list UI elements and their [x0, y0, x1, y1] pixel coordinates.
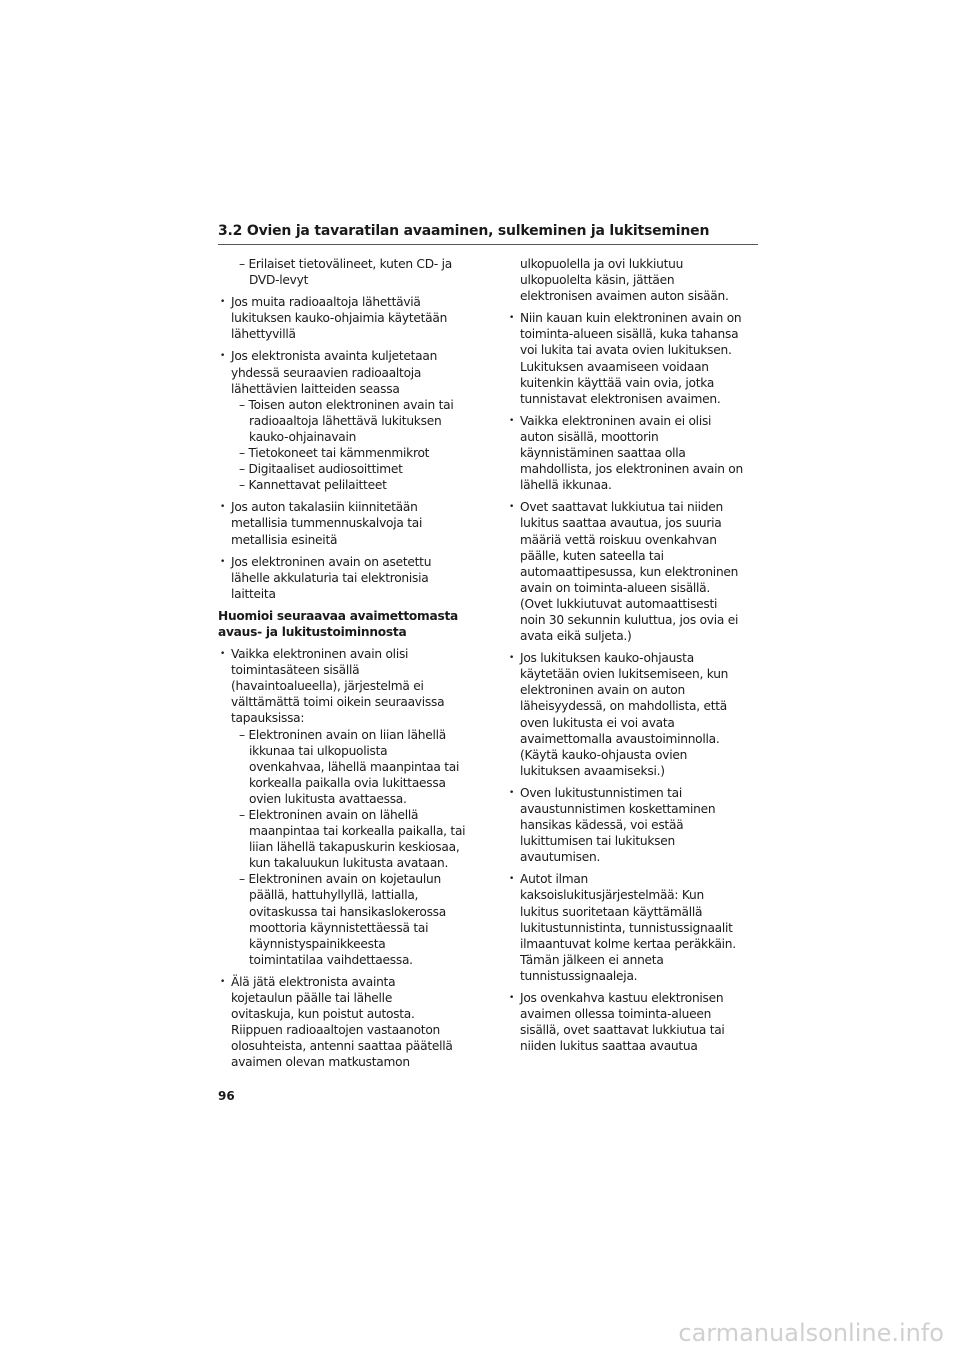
dash-item-line: – Digitaaliset audiosoittimet: [239, 462, 403, 477]
dash-item-line: kauko-ohjainavain: [249, 429, 357, 444]
text-line: olosuhteista, antenni saattaa päätellä: [231, 1039, 453, 1054]
bullet-line: • Autot ilman: [507, 871, 763, 887]
bullet-line: • Oven lukitustunnistimen tai: [507, 785, 763, 801]
text-line: tunnistussignaaleja.: [520, 968, 638, 983]
text-line: lukitus saattaa avautua, jos suuria: [520, 516, 722, 531]
text-line: tapauksissa:: [231, 711, 305, 726]
text-line: avaimettomalla avaustoiminnolla.: [520, 731, 720, 746]
text-line: lähettyvillä: [231, 327, 296, 342]
dash-item-line: – Tietokoneet tai kämmenmikrot: [239, 446, 430, 461]
text-line: toiminta-alueen sisällä, kuka tahansa: [520, 327, 739, 342]
bullet-line: • Ovet saattavat lukkiutua tai niiden: [507, 499, 763, 515]
dash-item-line: – Elektroninen avain on liian lähellä: [239, 727, 447, 742]
text-line: lukituksen kauko-ohjaimia käytetään: [231, 311, 448, 326]
text-line: lähettävien laitteiden seassa: [231, 381, 400, 396]
dash-item-line: liian lähellä takapuskurin keskiosaa,: [249, 840, 460, 855]
text-line: lukitus suoritetaan käyttämällä: [520, 904, 703, 919]
text-line: Lukituksen avaamiseen voidaan: [520, 359, 709, 374]
bullet-line: • Älä jätä elektronista avainta: [218, 974, 474, 990]
text-line: lukitustunnistinta, tunnistussignaalit: [520, 920, 733, 935]
text-line: sisällä, ovet saattavat lukkiutua tai: [520, 1023, 725, 1038]
dash-item-line: ovien lukitusta avattaessa.: [249, 791, 407, 806]
text-line: avautumisen.: [520, 850, 601, 865]
text-line: päälle, kuten sateella tai: [520, 548, 664, 563]
text-line: kaksoislukitusjärjestelmää: Kun: [520, 888, 704, 903]
text-line: Riippuen radioaaltojen vastaanoton: [231, 1023, 441, 1038]
bullet-line: • Jos elektronista avainta kuljetetaan: [218, 348, 474, 364]
text-line: elektronisen avaimen auton sisään.: [520, 289, 729, 304]
text-line: määriä vettä roiskuu ovenkahvan: [520, 532, 717, 547]
dash-item-line: radioaaltoja lähettävä lukituksen: [249, 413, 442, 428]
bullet-line: • Jos muita radioaaltoja lähettäviä: [218, 294, 474, 310]
text-line: avain on toiminta-alueen sisällä.: [520, 580, 711, 595]
text-line: läheisyydessä, on mahdollista, että: [520, 699, 727, 714]
dash-item-line: – Kannettavat pelilaitteet: [239, 478, 387, 493]
text-line: ovitaskuja, kun poistut autosta.: [231, 1007, 415, 1022]
dash-item-line: – Elektroninen avain on kojetaulun: [239, 872, 441, 887]
text-line: tunnistavat elektronisen avaimen.: [520, 391, 721, 406]
text-line: Tämän jälkeen ei anneta: [520, 952, 664, 967]
text-line: mahdollista, jos elektroninen avain on: [520, 462, 743, 477]
dash-item-line: – Erilaiset tietovälineet, kuten CD- ja: [239, 257, 452, 271]
text-line: noin 30 sekunnin kuluttua, jos ovia ei: [520, 612, 739, 627]
bullet-line: • Niin kauan kuin elektroninen avain on: [507, 310, 763, 326]
text-line: hansikas kädessä, voi estää: [520, 818, 684, 833]
bullet-line: • Jos auton takalasiin kiinnitetään: [218, 499, 474, 515]
dash-item-line: korkealla paikalla ovia lukittaessa: [249, 775, 446, 790]
text-line: kojetaulun päälle tai lähelle: [231, 991, 393, 1006]
dash-item-line: DVD-levyt: [249, 273, 309, 288]
text-line: toimintasäteen sisällä: [231, 663, 360, 678]
dash-item-line: moottoria käynnistettäessä tai: [249, 920, 429, 935]
section-header: 3.2 Ovien ja tavaratilan avaaminen, sulkeminen ja lukitseminen: [218, 223, 710, 239]
text-line: kuitenkin käyttää vain ovia, jotka: [520, 375, 715, 390]
dash-item-line: ikkunaa tai ulkopuolista: [249, 743, 388, 758]
bullet-line: • Jos ovenkahva kastuu elektronisen: [507, 990, 763, 1006]
text-line: voi lukita tai avata ovien lukituksen.: [520, 343, 732, 358]
text-line: avaustunnistimen koskettaminen: [520, 802, 716, 816]
text-line: avaimen ollessa toiminta-alueen: [520, 1007, 712, 1022]
text-line: auton sisällä, moottorin: [520, 429, 659, 444]
page-number: 96: [218, 1089, 235, 1103]
text-line: (Käytä kauko-ohjausta ovien: [520, 747, 688, 762]
dash-item-line: päällä, hattuhyllyllä, lattialla,: [249, 888, 419, 903]
dash-item-line: käynnistyspainikkeesta: [249, 936, 386, 951]
text-line: ulkopuolella ja ovi lukkiutuu: [520, 257, 684, 271]
text-line: ulkopuolelta käsin, jättäen: [520, 273, 675, 288]
dash-item-line: ovenkahvaa, lähellä maanpintaa tai: [249, 759, 460, 774]
dash-item-line: kun takaluukun lukitusta avataan.: [249, 856, 449, 871]
header-divider: [218, 244, 758, 245]
bullet-line: • Vaikka elektroninen avain ei olisi: [507, 413, 763, 429]
section-heading-line: avaus- ja lukitustoiminnosta: [218, 624, 407, 639]
text-line: yhdessä seuraavien radioaaltoja: [231, 365, 422, 380]
dash-item-line: – Toisen auton elektroninen avain tai: [239, 397, 454, 412]
text-line: automaattipesussa, kun elektroninen: [520, 564, 739, 579]
text-line: laitteita: [231, 586, 276, 601]
text-line: niiden lukitus saattaa avautua: [520, 1039, 698, 1054]
text-line: välttämättä toimi oikein seuraavissa: [231, 695, 445, 710]
text-line: avata eikä suljeta.): [520, 629, 632, 644]
dash-item-line: – Elektroninen avain on lähellä: [239, 808, 419, 822]
text-line: lähelle akkulaturia tai elektronisia: [231, 570, 429, 585]
text-line: oven lukitusta ei voi avata: [520, 715, 675, 730]
watermark: carmanualsonline.info: [678, 1319, 944, 1347]
text-line: (Ovet lukkiutuvat automaattisesti: [520, 596, 718, 611]
text-line: avaimen olevan matkustamon: [231, 1055, 410, 1070]
text-line: lähellä ikkunaa.: [520, 478, 612, 493]
bullet-line: • Jos elektroninen avain on asetettu: [218, 554, 474, 570]
text-line: käytetään ovien lukitsemiseen, kun: [520, 667, 729, 682]
dash-item-line: toimintatilaa vaihdettaessa.: [249, 952, 413, 967]
text-line: lukittumisen tai lukituksen: [520, 834, 675, 849]
text-line: elektroninen avain on auton: [520, 683, 685, 698]
section-heading-line: Huomioi seuraavaa avaimettomasta: [218, 608, 458, 623]
right-text-column: [507, 256, 763, 1054]
text-line: käynnistäminen saattaa olla: [520, 446, 686, 461]
text-line: (havaintoalueella), järjestelmä ei: [231, 679, 424, 694]
text-line: metallisia esineitä: [231, 532, 338, 547]
dash-item-line: ovitaskussa tai hansikaslokerossa: [249, 904, 447, 919]
left-text-column: [218, 256, 474, 1071]
bullet-line: • Jos lukituksen kauko-ohjausta: [507, 650, 763, 666]
bullet-line: • Vaikka elektroninen avain olisi: [218, 646, 474, 662]
dash-item-line: maanpintaa tai korkealla paikalla, tai: [249, 824, 466, 839]
text-line: metallisia tummennuskalvoja tai: [231, 516, 423, 531]
text-line: lukituksen avaamiseksi.): [520, 763, 665, 778]
text-line: ilmaantuvat kolme kertaa peräkkäin.: [520, 936, 736, 951]
